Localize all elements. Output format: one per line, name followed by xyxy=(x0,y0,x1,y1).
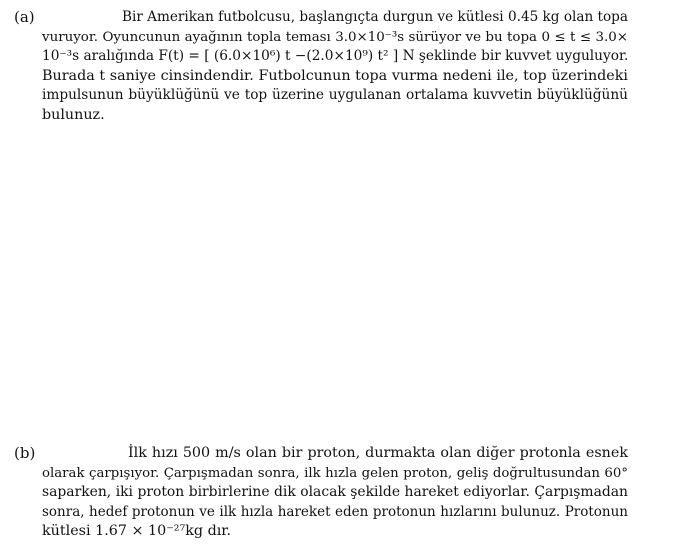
problem-a-line-1: Bir Amerikan futbolcusu, başlangıçta durgun ve kütlesi 0.45 kg olan topa xyxy=(122,9,628,25)
problem-a-line-6: bulunuz. xyxy=(42,106,105,123)
problem-b-line-2: olarak çarpışıyor. Çarpışmadan sonra, ilk hızla gelen proton, geliş doğrultusundan 60° xyxy=(42,465,628,481)
problem-b-label: (b) xyxy=(14,444,36,462)
problem-a-label: (a) xyxy=(14,8,35,26)
problem-b-line-1: İlk hızı 500 m/s olan bir proton, durmakta olan diğer protonla esnek xyxy=(128,445,628,461)
problem-a-line-5: impulsunun büyüklüğünü ve top üzerine uygulanan ortalama kuvvetin büyüklüğünü xyxy=(42,87,628,103)
problem-b-text xyxy=(42,444,628,542)
problem-b-line-4: sonra, hedef protonun ve ilk hızla hareket eden protonun hızlarını bulunuz. Protonun xyxy=(42,503,628,520)
problem-a-line-4: Burada t saniye cinsindendir. Futbolcunun topa vurma nedeni ile, top üzerindeki xyxy=(42,67,628,84)
problem-a-line-3: 10⁻³s aralığında F(t) = [ (6.0×10⁶) t −(2.0×10⁹) t² ] N şeklinde bir kuvvet uyguluyor. xyxy=(42,48,629,64)
problem-b-line-5: kütlesi 1.67 × 10⁻²⁷kg dır. xyxy=(42,523,232,539)
problem-a-text xyxy=(42,8,628,125)
problem-b-line-3: saparken, iki proton birbirlerine dik olacak şekilde hareket ediyorlar. Çarpışmadan xyxy=(42,484,628,500)
problem-a-line-2: vuruyor. Oyuncunun ayağının topla teması 3.0×10⁻³s sürüyor ve bu topa 0 ≤ t ≤ 3.0× xyxy=(42,29,628,45)
